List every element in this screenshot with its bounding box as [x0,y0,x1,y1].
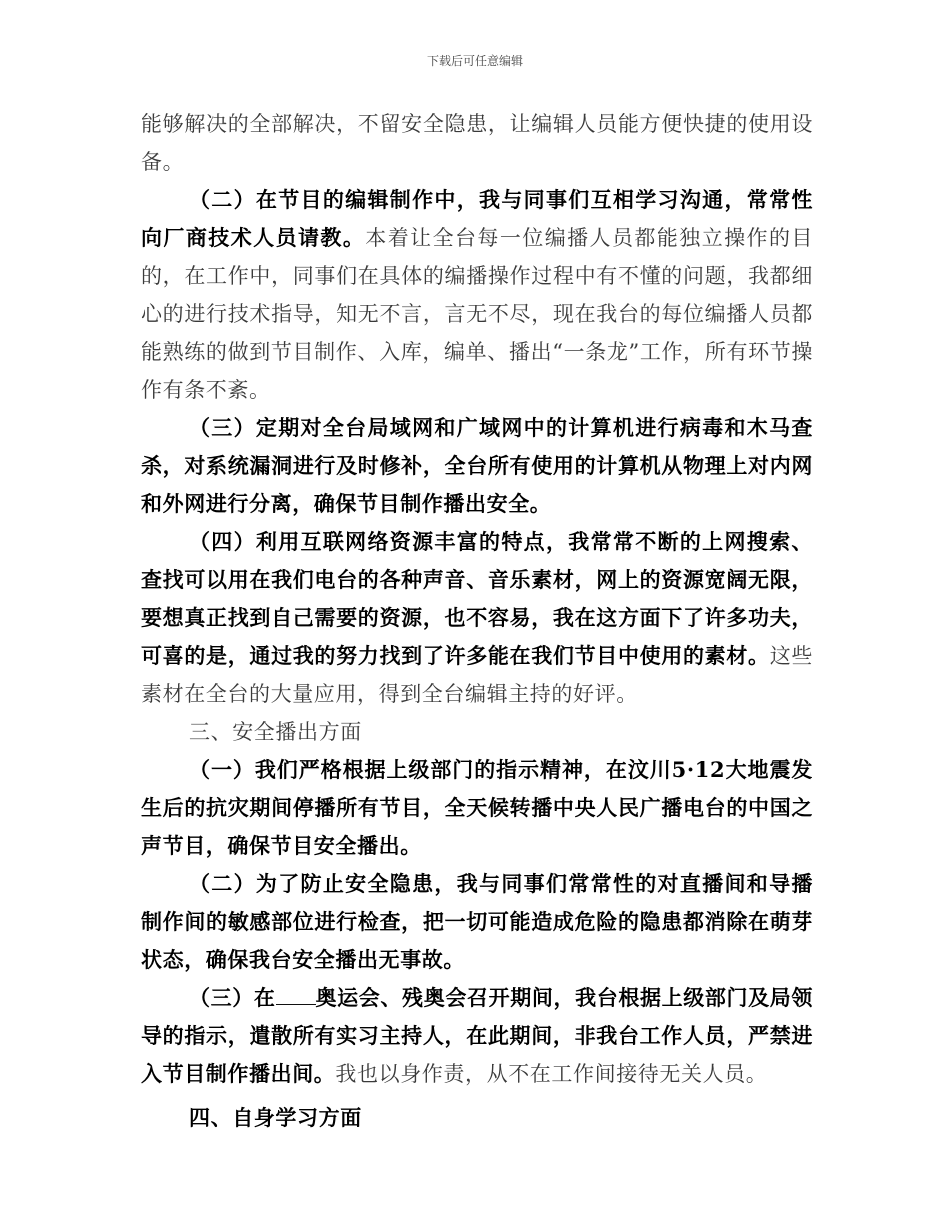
paragraph-bold-text: （二）在节目的编辑制作中，我与同事们互相学习沟通，常常性向厂商技术人员请教。 [141,187,813,250]
section-heading-text: 三、安全播出方面 [189,720,362,744]
paragraph-text: 本着让全台每一位编播人员都能独立操作的目的，在工作中，同事们在具体的编播操作过程中有不懂的问题，我都细心的进行技术指导，知无不言，言无不尽，现在我台的每位编播人员都能熟练的做到节目制作、入库，编单、播出“一条龙”工作，所有环节操作有条不紊。 [141,226,814,402]
fill-in-blank [276,986,316,1005]
paragraph-bold-text: （二）为了防止安全隐患，我与同事们常常性的对直播间和导播制作间的敏感部位进行检查，把一切可能造成危险的隐患都消除在萌芽状态，确保我台安全播出无事故。 [141,871,813,972]
paragraph-text: 能够解决的全部解决，不留安全隐患，让编辑人员能方便快捷的使用设备。 [141,112,813,174]
paragraph-continuation [141,105,813,181]
paragraph-safe-2 [141,865,813,979]
paragraph-bold-text: （一）我们严格根据上级部门的指示精神，在汶川5·12大地震发生后的抗灾期间停播所有节目，全天候转播中央人民广播电台的中国之声节目，确保节目安全播出。 [141,757,813,858]
paragraph-bold-text: （四）利用互联网络资源丰富的特点，我常常不断的上网搜索、查找可以用在我们电台的各种声音、音乐素材，网上的资源宽阔无限，要想真正找到自己需要的资源，也不容易，我在这方面下了许多功夫，可喜的是，通过我的努力找到了许多能在我们节目中使用的素材。 [141,529,813,668]
paragraph-safe-3 [141,979,813,1093]
page-header: 下载后可任意编辑 [426,54,523,68]
paragraph-item-2 [141,181,813,409]
paragraph-bold-text: （三）定期对全台局域网和广域网中的计算机进行病毒和木马查杀，对系统漏洞进行及时修补，全台所有使用的计算机从物理上对内网和外网进行分离，确保节目制作播出安全。 [141,415,813,516]
document-body [141,105,813,1137]
paragraph-safe-1 [141,751,813,865]
paragraph-item-4 [141,523,813,713]
paragraph-item-3 [141,409,813,523]
paragraph-bold-text-prefix: （三）在 [189,985,276,1010]
section-heading-text: 四、自身学习方面 [189,1105,362,1130]
section-heading-self-study [141,1099,813,1137]
paragraph-text: 我也以身作责，从不在工作间接待无关人员。 [335,1062,768,1086]
paragraph-text: 这些素材在全台的大量应用，得到全台编辑主持的好评。 [141,644,813,706]
paragraph-bold-text: 奥运会、残奥会召开期间，我台根据上级部门及局领导的指示，遣散所有实习主持人，在此期间，非我台工作人员，严禁进入节目制作播出间。 [141,985,813,1086]
section-heading-safe-broadcast [141,713,813,751]
